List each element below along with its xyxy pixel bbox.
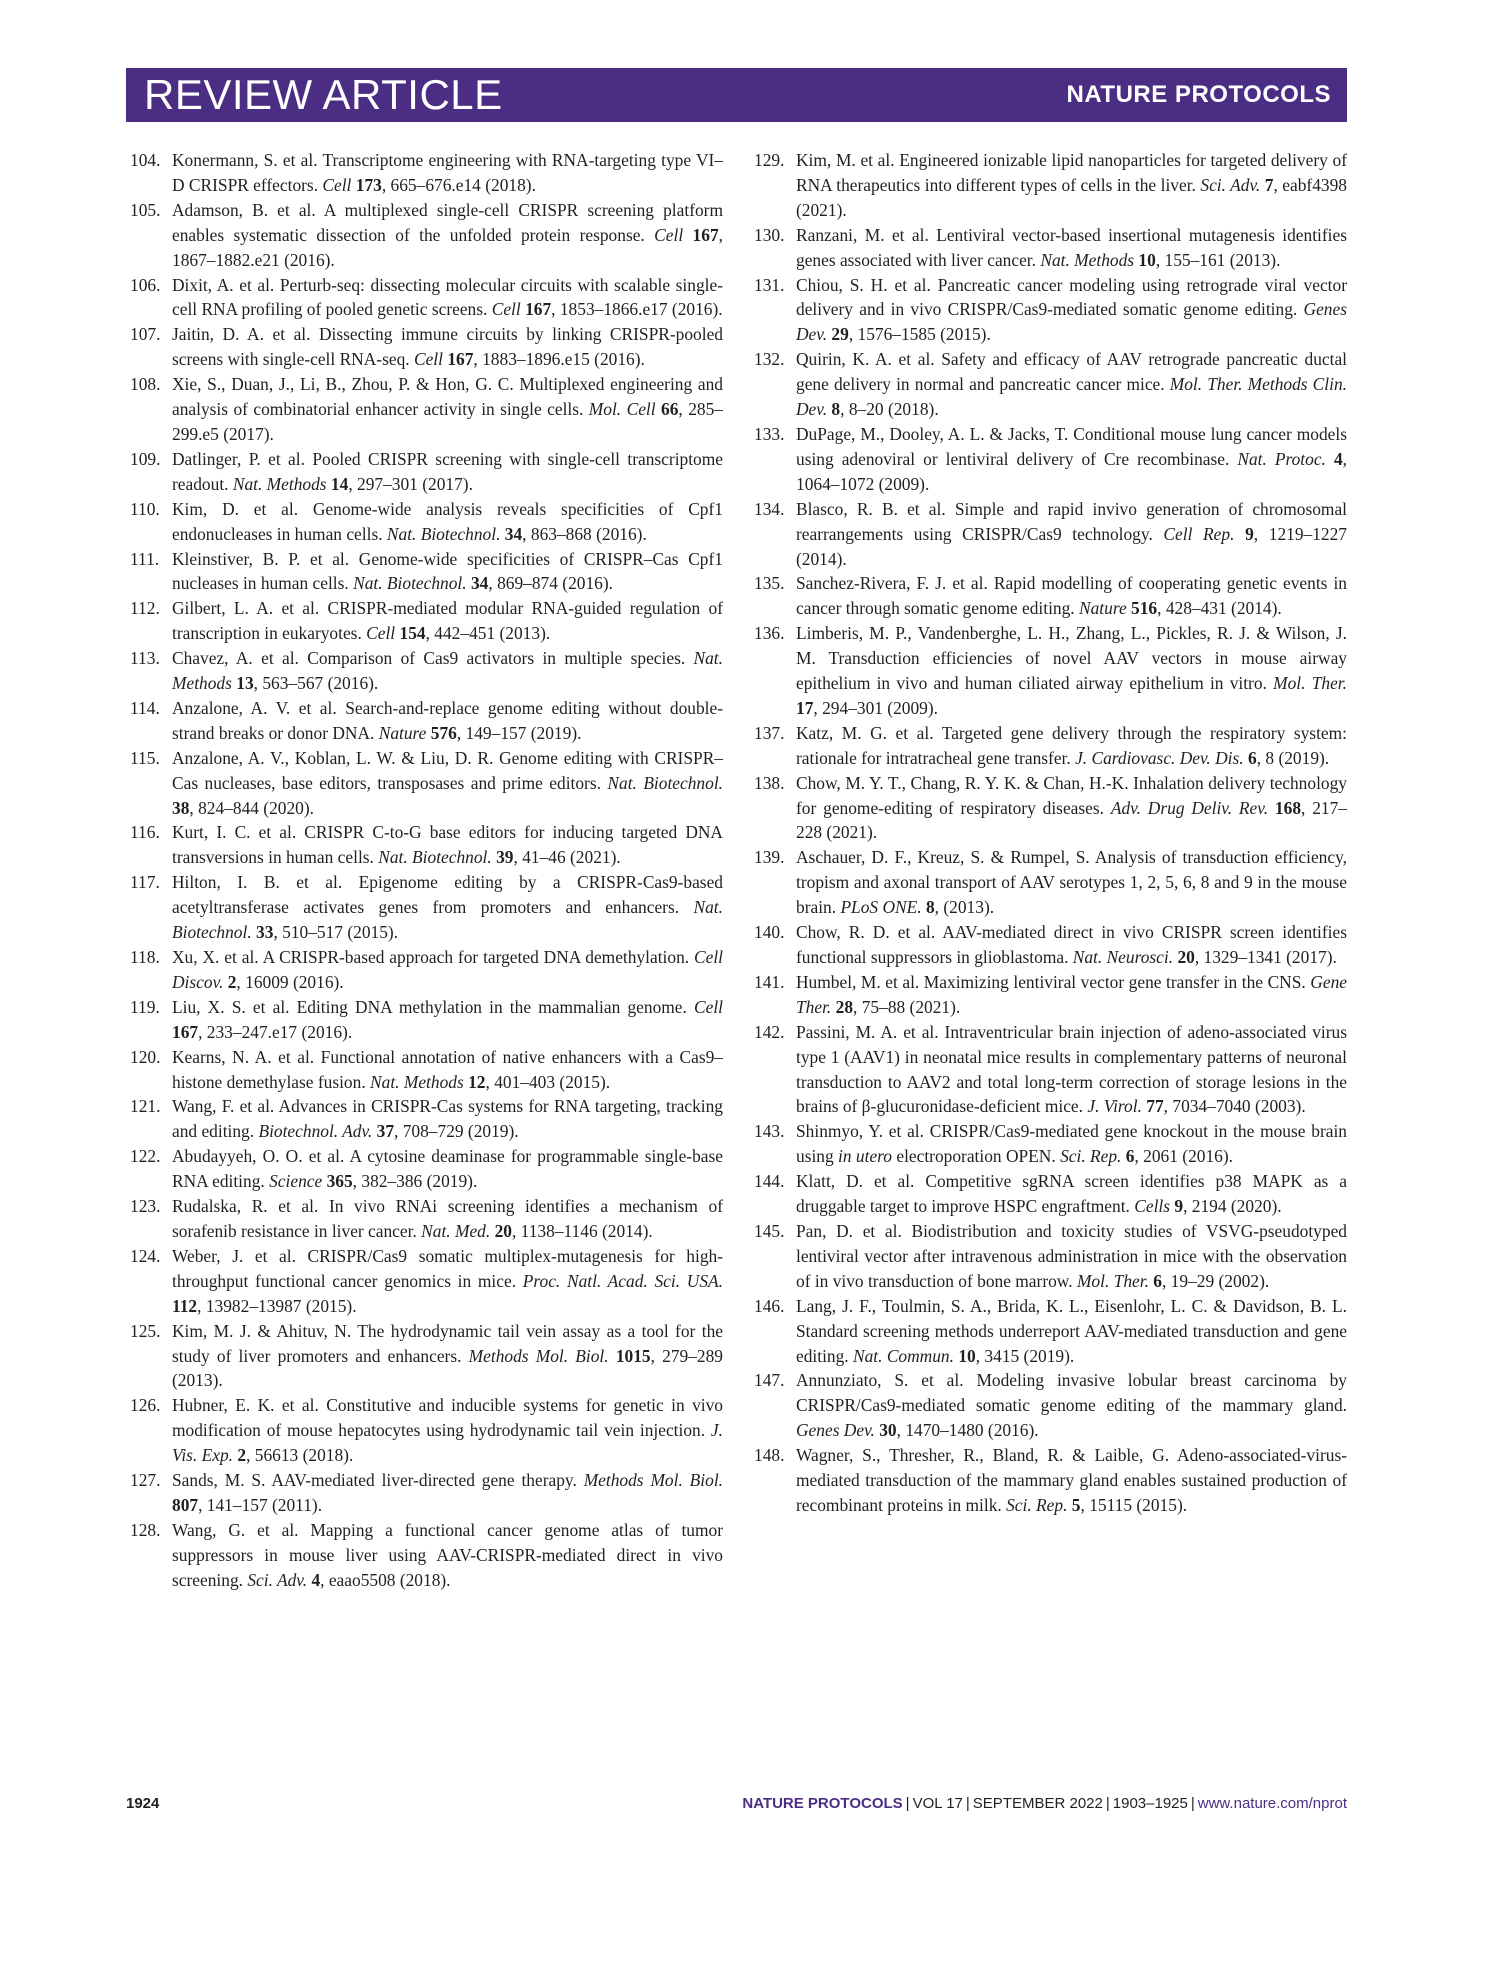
references-right-column [754, 148, 1347, 1518]
reference-text: Annunziato, S. et al. Modeling invasive lobular breast carcinoma by CRISPR/Cas9-mediated somatic genome editing of the mammary gland. Genes Dev. 30, 1470–1480 (2016). [796, 1370, 1347, 1441]
reference-text: DuPage, M., Dooley, A. L. & Jacks, T. Conditional mouse lung cancer models using adenoviral or lentiviral delivery of Cre recombinase. Nat. Protoc. 4, 1064–1072 (2009). [796, 423, 1347, 494]
reference-text: Wang, F. et al. Advances in CRISPR-Cas systems for RNA targeting, tracking and editing. Biotechnol. Adv. 37, 708–729 (2019). [172, 1096, 723, 1142]
reference-text: Sanchez-Rivera, F. J. et al. Rapid modelling of cooperating genetic events in cancer through somatic genome editing. Nature 516, 428–431 (2014). [796, 573, 1347, 619]
reference-number: 132. [754, 349, 785, 370]
reference-number: 143. [754, 1121, 785, 1142]
reference-item [130, 148, 723, 198]
reference-number: 105. [130, 199, 161, 220]
reference-number: 112. [130, 598, 160, 619]
reference-number: 129. [754, 150, 785, 170]
reference-text: Kleinstiver, B. P. et al. Genome-wide specificities of CRISPR–Cas Cpf1 nucleases in human cells. Nat. Biotechnol. 34, 869–874 (2016). [172, 548, 723, 594]
reference-text: Dixit, A. et al. Perturb-seq: dissecting molecular circuits with scalable single-cell RNA profiling of pooled genetic screens. Cell 167, 1853–1866.e17 (2016). [172, 274, 723, 320]
reference-number: 114. [130, 697, 160, 718]
reference-text: Jaitin, D. A. et al. Dissecting immune circuits by linking CRISPR-pooled screens with single-cell RNA-seq. Cell 167, 1883–1896.e15 (2016). [172, 324, 723, 370]
reference-text: Anzalone, A. V., Koblan, L. W. & Liu, D. R. Genome editing with CRISPR–Cas nucleases, base editors, transposases and prime editors. Nat. Biotechnol. 38, 824–844 (2020). [172, 747, 723, 818]
reference-item [130, 1244, 723, 1319]
page-footer [126, 1795, 1347, 1812]
reference-number: 135. [754, 573, 785, 594]
reference-text: Passini, M. A. et al. Intraventricular brain injection of adeno-associated virus type 1 (AAV1) in neonatal mice results in complementary patterns of neuronal transduction to AAV2 and total long-term correction of storage lesions in the brains of β-glucuronidase-deficient mice. J. Virol. 77, 7034–7040 (2003). [796, 1021, 1347, 1117]
reference-item [754, 721, 1347, 771]
reference-number: 125. [130, 1320, 161, 1341]
journal-name: NATURE PROTOCOLS [1066, 81, 1331, 108]
reference-item [130, 596, 723, 646]
reference-item [754, 920, 1347, 970]
reference-item [754, 1219, 1347, 1294]
reference-number: 119. [130, 996, 160, 1017]
reference-number: 124. [130, 1245, 161, 1266]
reference-item [130, 1319, 723, 1394]
reference-item [130, 447, 723, 497]
reference-text: Anzalone, A. V. et al. Search-and-replace genome editing without double-strand breaks or donor DNA. Nature 576, 149–157 (2019). [172, 697, 723, 743]
reference-number: 148. [754, 1445, 785, 1466]
reference-number: 109. [130, 448, 161, 469]
reference-item [130, 497, 723, 547]
reference-text: Klatt, D. et al. Competitive sgRNA screen identifies p38 MAPK as a druggable target to improve HSPC engraftment. Cells 9, 2194 (2020). [796, 1171, 1347, 1217]
reference-number: 133. [754, 423, 785, 444]
reference-item [754, 571, 1347, 621]
references-left-column [130, 148, 723, 1593]
reference-number: 142. [754, 1021, 785, 1042]
reference-item [130, 696, 723, 746]
reference-item [754, 148, 1347, 223]
reference-number: 113. [130, 648, 160, 669]
reference-item [754, 273, 1347, 348]
reference-text: Kurt, I. C. et al. CRISPR C-to-G base editors for inducing targeted DNA transversions in human cells. Nat. Biotechnol. 39, 41–46 (2021). [172, 822, 723, 868]
reference-number: 120. [130, 1046, 161, 1067]
reference-item [130, 746, 723, 821]
footer-pages: 1903–1925 [1112, 1795, 1188, 1812]
reference-number: 111. [130, 548, 160, 569]
reference-item [754, 845, 1347, 920]
reference-text: Weber, J. et al. CRISPR/Cas9 somatic multiplex-mutagenesis for high-throughput functional cancer genomics in mice. Proc. Natl. Acad. Sci. USA. 112, 13982–13987 (2015). [172, 1245, 723, 1316]
reference-number: 139. [754, 847, 785, 868]
reference-item [130, 1094, 723, 1144]
reference-text: Wagner, S., Thresher, R., Bland, R. & Laible, G. Adeno-associated-virus-mediated transduction of the mammary gland enables sustained production of recombinant proteins in milk. Sci. Rep. 5, 15115 (2015). [796, 1445, 1347, 1515]
reference-number: 108. [130, 374, 161, 395]
reference-item [130, 1393, 723, 1468]
reference-number: 141. [754, 971, 785, 992]
reference-number: 134. [754, 498, 785, 519]
reference-text: Lang, J. F., Toulmin, S. A., Brida, K. L., Eisenlohr, L. C. & Davidson, B. L. Standard screening methods underreport AAV-mediated transduction and gene editing. Nat. Commun. 10, 3415 (2019). [796, 1295, 1347, 1366]
reference-number: 110. [130, 498, 160, 519]
reference-number: 106. [130, 274, 161, 295]
article-type-label: REVIEW ARTICLE [144, 71, 503, 118]
reference-text: Hubner, E. K. et al. Constitutive and inducible systems for genetic in vivo modification of mouse hepatocytes using hydrodynamic tail vein injection. J. Vis. Exp. 2, 56613 (2018). [172, 1395, 723, 1466]
reference-item [754, 1119, 1347, 1169]
reference-item [130, 820, 723, 870]
reference-number: 127. [130, 1470, 161, 1491]
reference-text: Wang, G. et al. Mapping a functional cancer genome atlas of tumor suppressors in mouse liver using AAV-CRISPR-mediated direct in vivo screening. Sci. Adv. 4, eaao5508 (2018). [172, 1519, 723, 1590]
reference-number: 146. [754, 1295, 785, 1316]
reference-item [130, 1144, 723, 1194]
reference-text: Kim, M. J. & Ahituv, N. The hydrodynamic tail vein assay as a tool for the study of liver promoters and enhancers. Methods Mol. Biol. 1015, 279–289 (2013). [172, 1320, 723, 1391]
reference-number: 126. [130, 1395, 161, 1416]
reference-number: 123. [130, 1196, 161, 1217]
reference-text: Hilton, I. B. et al. Epigenome editing by a CRISPR-Cas9-based acetyltransferase activates genes from promoters and enhancers. Nat. Biotechnol. 33, 510–517 (2015). [172, 872, 723, 943]
reference-text: Chavez, A. et al. Comparison of Cas9 activators in multiple species. Nat. Methods 13, 563–567 (2016). [172, 648, 723, 694]
reference-item [130, 945, 723, 995]
reference-item [130, 547, 723, 597]
footer-url-link[interactable]: www.nature.com/nprot [1197, 1795, 1347, 1812]
reference-item [754, 621, 1347, 721]
reference-item [754, 497, 1347, 572]
reference-number: 128. [130, 1519, 161, 1540]
footer-date: SEPTEMBER 2022 [972, 1795, 1103, 1812]
reference-item [130, 646, 723, 696]
footer-journal: NATURE PROTOCOLS [742, 1795, 903, 1812]
reference-item [754, 771, 1347, 846]
reference-item [754, 1020, 1347, 1120]
reference-number: 147. [754, 1370, 785, 1391]
reference-item [130, 870, 723, 945]
header-bar [126, 68, 1347, 122]
reference-text: Aschauer, D. F., Kreuz, S. & Rumpel, S. Analysis of transduction efficiency, tropism and axonal transport of AAV serotypes 1, 2, 5, 6, 8 and 9 in the mouse brain. PLoS ONE. 8, (2013). [796, 847, 1347, 918]
reference-text: Katz, M. G. et al. Targeted gene delivery through the respiratory system: rationale for intratracheal gene transfer. J. Cardiovasc. Dev. Dis. 6, 8 (2019). [796, 722, 1347, 768]
reference-text: Liu, X. S. et al. Editing DNA methylation in the mammalian genome. Cell 167, 233–247.e17 (2016). [172, 996, 723, 1042]
reference-text: Chow, R. D. et al. AAV-mediated direct in vivo CRISPR screen identifies functional suppressors in glioblastoma. Nat. Neurosci. 20, 1329–1341 (2017). [796, 922, 1347, 967]
reference-text: Quirin, K. A. et al. Safety and efficacy of AAV retrograde pancreatic ductal gene delivery in normal and pancreatic cancer mice. Mol. Ther. Methods Clin. Dev. 8, 8–20 (2018). [796, 349, 1347, 420]
reference-item [754, 223, 1347, 273]
reference-item [754, 1368, 1347, 1443]
reference-text: Gilbert, L. A. et al. CRISPR-mediated modular RNA-guided regulation of transcription in eukaryotes. Cell 154, 442–451 (2013). [172, 598, 723, 644]
reference-text: Chiou, S. H. et al. Pancreatic cancer modeling using retrograde viral vector delivery and in vivo CRISPR/Cas9-mediated somatic genome editing. Genes Dev. 29, 1576–1585 (2015). [796, 274, 1347, 345]
reference-number: 131. [754, 274, 785, 295]
reference-item [130, 198, 723, 273]
reference-item [754, 347, 1347, 422]
footer-volume: VOL 17 [912, 1795, 963, 1812]
reference-number: 115. [130, 747, 160, 768]
reference-text: Limberis, M. P., Vandenberghe, L. H., Zhang, L., Pickles, R. J. & Wilson, J. M. Transduction efficiencies of novel AAV vectors in mouse airway epithelium in vivo and human ciliated airway epithelium in vitro. Mol. Ther. 17, 294–301 (2009). [796, 623, 1347, 718]
reference-text: Ranzani, M. et al. Lentiviral vector-based insertional mutagenesis identifies genes associated with liver cancer. Nat. Methods 10, 155–161 (2013). [796, 224, 1347, 270]
reference-number: 104. [130, 150, 161, 170]
reference-number: 136. [754, 623, 785, 644]
reference-item [754, 1443, 1347, 1518]
reference-text: Sands, M. S. AAV-mediated liver-directed gene therapy. Methods Mol. Biol. 807, 141–157 (2011). [172, 1470, 723, 1515]
reference-number: 116. [130, 822, 160, 843]
reference-text: Konermann, S. et al. Transcriptome engineering with RNA-targeting type VI–D CRISPR effectors. Cell 173, 665–676.e14 (2018). [172, 150, 723, 195]
reference-text: Datlinger, P. et al. Pooled CRISPR screening with single-cell transcriptome readout. Nat. Methods 14, 297–301 (2017). [172, 448, 723, 494]
reference-number: 144. [754, 1171, 785, 1192]
reference-number: 140. [754, 922, 785, 943]
reference-item [130, 1468, 723, 1518]
reference-text: Adamson, B. et al. A multiplexed single-cell CRISPR screening platform enables systematic dissection of the unfolded protein response. Cell 167, 1867–1882.e21 (2016). [172, 199, 723, 270]
reference-text: Kearns, N. A. et al. Functional annotation of native enhancers with a Cas9–histone demethylase fusion. Nat. Methods 12, 401–403 (2015). [172, 1046, 723, 1092]
reference-number: 122. [130, 1146, 161, 1167]
reference-number: 117. [130, 872, 160, 893]
reference-number: 118. [130, 947, 160, 967]
reference-text: Kim, D. et al. Genome-wide analysis reveals specificities of Cpf1 endonucleases in human cells. Nat. Biotechnol. 34, 863–868 (2016). [172, 498, 723, 544]
reference-item [130, 1045, 723, 1095]
reference-item [130, 322, 723, 372]
reference-item [754, 422, 1347, 497]
reference-item [754, 1169, 1347, 1219]
reference-item [130, 372, 723, 447]
reference-text: Rudalska, R. et al. In vivo RNAi screening identifies a mechanism of sorafenib resistance in liver cancer. Nat. Med. 20, 1138–1146 (2014). [172, 1196, 723, 1241]
page-number: 1924 [126, 1795, 160, 1812]
reference-number: 138. [754, 772, 785, 793]
reference-item [754, 1294, 1347, 1369]
reference-text: Abudayyeh, O. O. et al. A cytosine deaminase for programmable single-base RNA editing. Science 365, 382–386 (2019). [172, 1146, 723, 1192]
reference-item [130, 995, 723, 1045]
reference-text: Xie, S., Duan, J., Li, B., Zhou, P. & Hon, G. C. Multiplexed engineering and analysis of combinatorial enhancer activity in single cells. Mol. Cell 66, 285–299.e5 (2017). [172, 374, 723, 444]
reference-number: 137. [754, 722, 785, 743]
reference-text: Xu, X. et al. A CRISPR-based approach for targeted DNA demethylation. Cell Discov. 2, 16009 (2016). [172, 947, 723, 992]
reference-text: Pan, D. et al. Biodistribution and toxicity studies of VSVG-pseudotyped lentiviral vector after intravenous administration in mice with the observation of in vivo transduction of bone marrow. Mol. Ther. 6, 19–29 (2002). [796, 1220, 1347, 1291]
reference-text: Shinmyo, Y. et al. CRISPR/Cas9-mediated gene knockout in the mouse brain using in utero electroporation OPEN. Sci. Rep. 6, 2061 (2016). [796, 1121, 1347, 1167]
reference-text: Kim, M. et al. Engineered ionizable lipid nanoparticles for targeted delivery of RNA therapeutics into different types of cells in the liver. Sci. Adv. 7, eabf4398 (2021). [796, 150, 1347, 220]
reference-number: 121. [130, 1096, 161, 1117]
reference-item [130, 1518, 723, 1593]
reference-item [130, 1194, 723, 1244]
reference-text: Humbel, M. et al. Maximizing lentiviral vector gene transfer in the CNS. Gene Ther. 28, 75–88 (2021). [796, 971, 1347, 1017]
reference-number: 145. [754, 1220, 785, 1241]
reference-number: 130. [754, 224, 785, 245]
reference-item [754, 970, 1347, 1020]
reference-item [130, 273, 723, 323]
reference-text: Chow, M. Y. T., Chang, R. Y. K. & Chan, H.-K. Inhalation delivery technology for genome-editing of respiratory diseases. Adv. Drug Deliv. Rev. 168, 217–228 (2021). [796, 772, 1347, 843]
reference-text: Blasco, R. B. et al. Simple and rapid invivo generation of chromosomal rearrangements using CRISPR/Cas9 technology. Cell Rep. 9, 1219–1227 (2014). [796, 498, 1347, 569]
reference-number: 107. [130, 324, 161, 345]
footer-citation: NATURE PROTOCOLS | VOL 17 | SEPTEMBER 2022 | 1903–1925 | www.nature.com/nprot [742, 1795, 1347, 1812]
